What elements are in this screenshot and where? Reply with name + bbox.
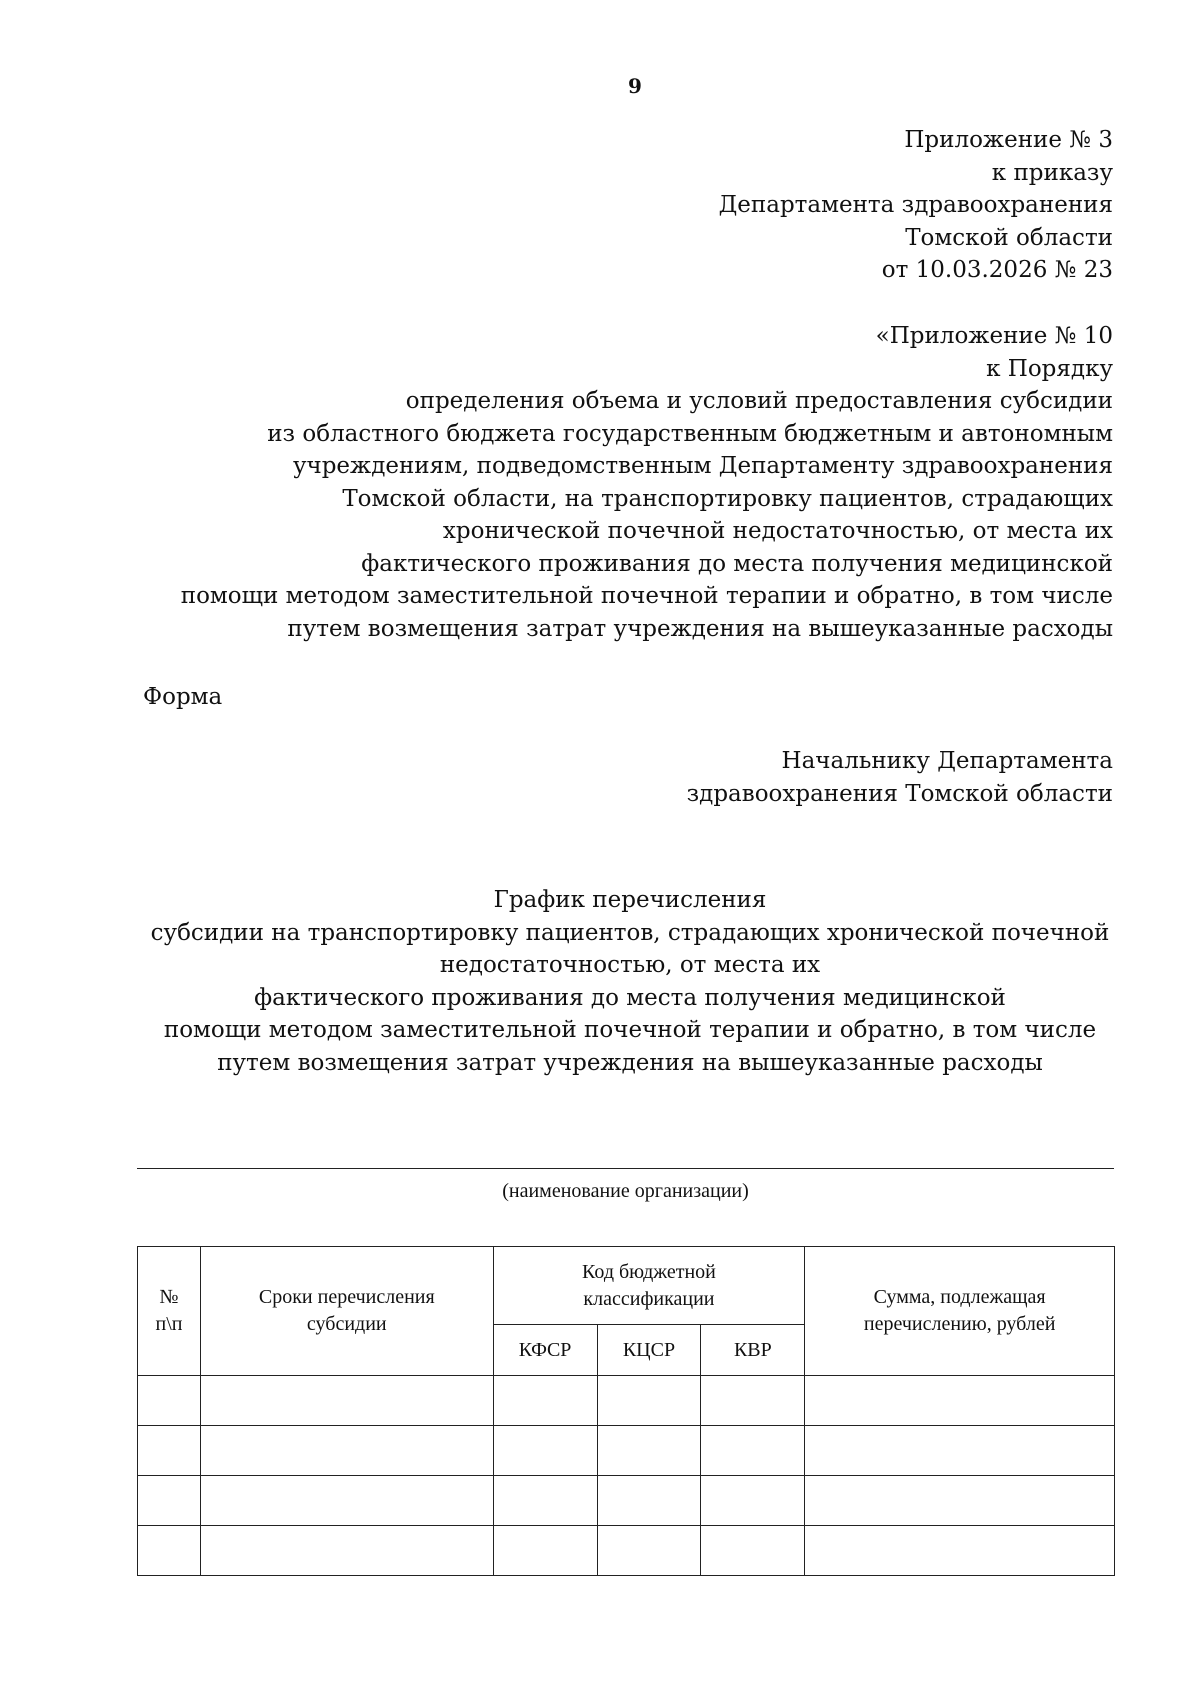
header-number-line: п\п <box>155 1313 183 1335</box>
organization-caption: (наименование организации) <box>502 1180 749 1202</box>
organization-name-line[interactable] <box>137 1168 1114 1169</box>
title-line: фактического проживания до места получения медицинской <box>254 984 1006 1011</box>
addressee <box>413 745 1113 810</box>
order-line: фактического проживания до места получения медицинской <box>361 550 1113 577</box>
form-label: Форма <box>143 684 223 710</box>
header-dates-line: субсидии <box>306 1313 387 1335</box>
appendix-line: от 10.03.2026 № 23 <box>881 257 1113 283</box>
appendix-line: к приказу <box>991 159 1113 186</box>
table-cell[interactable] <box>493 1376 597 1426</box>
header-sum-line: Сумма, подлежащая <box>873 1286 1046 1308</box>
addressee-line: Начальнику Департамента <box>781 748 1113 774</box>
table-cell[interactable] <box>493 1426 597 1476</box>
order-line: учреждениям, подведомственным Департаменту здравоохранения <box>292 453 1113 479</box>
order-line: хронической почечной недостаточностью, от места их <box>442 518 1113 544</box>
header-number <box>138 1247 201 1376</box>
order-line: из областного бюджета государственным бюджетным и автономным <box>267 420 1113 447</box>
title-line: помощи методом заместительной почечной терапии и обратно, в том числе <box>163 1017 1097 1043</box>
table-cell[interactable] <box>200 1476 493 1526</box>
table-cell[interactable] <box>493 1526 597 1576</box>
appendix-header <box>313 124 1113 287</box>
table-row <box>138 1376 1115 1426</box>
document-title <box>100 884 1160 1079</box>
appendix-line: Департамента здравоохранения <box>718 192 1113 218</box>
table-row <box>138 1426 1115 1476</box>
transfer-schedule-table <box>137 1246 1115 1576</box>
page-number: 9 <box>628 74 642 98</box>
table-cell[interactable] <box>805 1426 1115 1476</box>
addressee-line: здравоохранения Томской области <box>686 780 1113 807</box>
order-reference <box>113 320 1113 645</box>
order-line: к Порядку <box>986 355 1113 382</box>
table-cell[interactable] <box>701 1426 805 1476</box>
appendix-line: Томской области <box>905 224 1113 251</box>
header-kvr: КВР <box>701 1325 805 1376</box>
table-cell[interactable] <box>701 1526 805 1576</box>
title-line: недостаточностью, от места их <box>439 952 821 978</box>
appendix-line: Приложение № 3 <box>904 127 1113 153</box>
header-budget-code <box>493 1247 805 1325</box>
order-line: Томской области, на транспортировку пациентов, страдающих <box>342 485 1113 512</box>
table-header-row <box>138 1247 1115 1325</box>
table-cell[interactable] <box>138 1426 201 1476</box>
table-cell[interactable] <box>597 1376 701 1426</box>
order-line: «Приложение № 10 <box>875 323 1113 349</box>
table-cell[interactable] <box>138 1526 201 1576</box>
title-line: График перечисления <box>493 887 767 913</box>
title-line: путем возмещения затрат учреждения на вышеуказанные расходы <box>217 1049 1043 1076</box>
table-cell[interactable] <box>493 1476 597 1526</box>
title-line: субсидии на транспортировку пациентов, страдающих хронической почечной <box>150 919 1110 946</box>
table-cell[interactable] <box>597 1476 701 1526</box>
header-kcsr: КЦСР <box>597 1325 701 1376</box>
table-cell[interactable] <box>200 1376 493 1426</box>
table-row <box>138 1476 1115 1526</box>
order-line: определения объема и условий предоставления субсидии <box>405 388 1113 414</box>
table-cell[interactable] <box>701 1476 805 1526</box>
header-dates <box>200 1247 493 1376</box>
table-cell[interactable] <box>138 1476 201 1526</box>
header-code-line: классификации <box>583 1287 715 1310</box>
header-sum-line: перечислению, рублей <box>863 1313 1056 1335</box>
table-cell[interactable] <box>200 1426 493 1476</box>
table-cell[interactable] <box>805 1476 1115 1526</box>
order-line: путем возмещения затрат учреждения на вышеуказанные расходы <box>287 615 1113 642</box>
order-line: помощи методом заместительной почечной терапии и обратно, в том числе <box>180 583 1113 609</box>
header-kfsr: КФСР <box>493 1325 597 1376</box>
header-sum <box>805 1247 1115 1376</box>
header-code-line: Код бюджетной <box>582 1260 716 1283</box>
table-cell[interactable] <box>805 1376 1115 1426</box>
header-number-line: № <box>159 1286 179 1308</box>
table-cell[interactable] <box>805 1526 1115 1576</box>
table-cell[interactable] <box>200 1526 493 1576</box>
table-cell[interactable] <box>597 1426 701 1476</box>
table-cell[interactable] <box>597 1526 701 1576</box>
table-row <box>138 1526 1115 1576</box>
table-cell[interactable] <box>138 1376 201 1426</box>
header-dates-line: Сроки перечисления <box>258 1286 435 1308</box>
table-cell[interactable] <box>701 1376 805 1426</box>
